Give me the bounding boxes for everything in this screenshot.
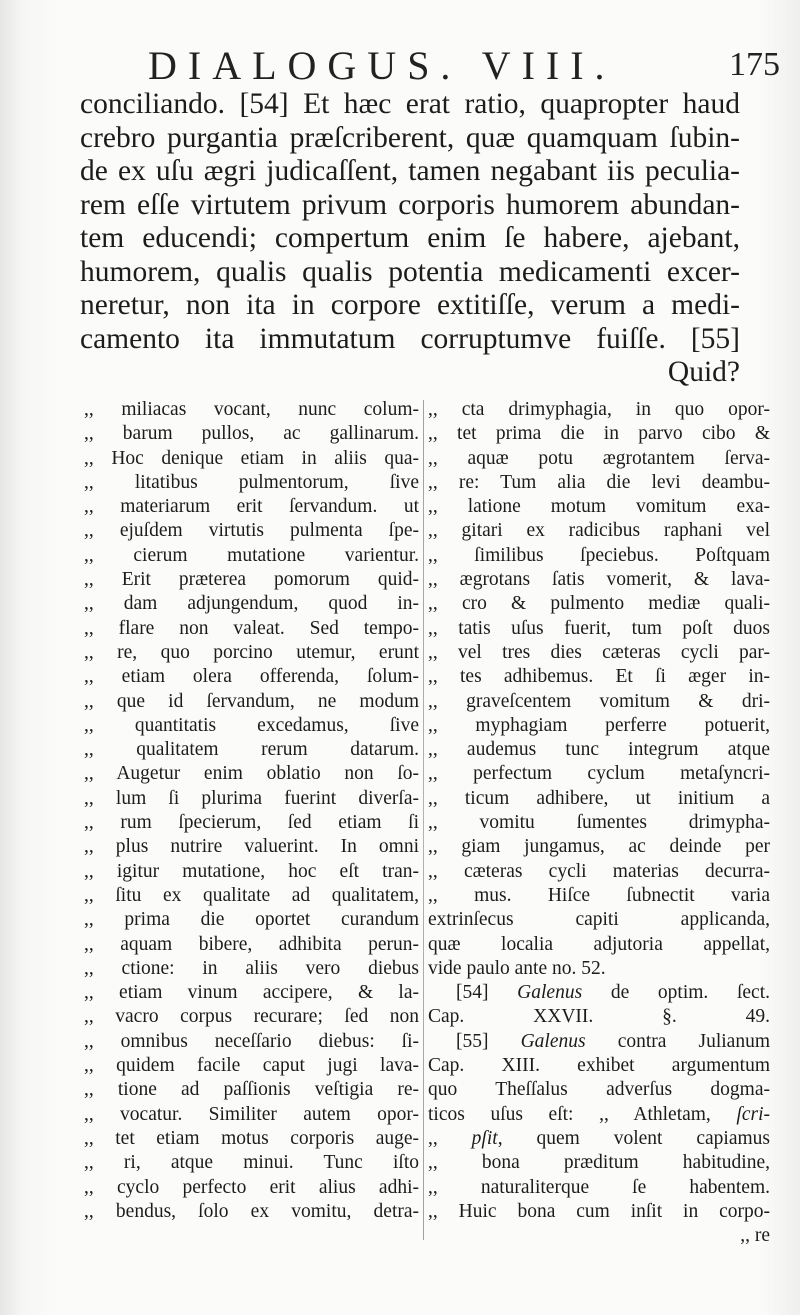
right-column-line: ,, ægrotans ſatis vomerit, & lava- [428, 569, 770, 591]
left-column-line: ,, tet etiam motus corporis auge- [84, 1127, 419, 1149]
right-column-line: ,, vomitu ſumentes drimypha- [428, 812, 770, 834]
running-title: DIALOGUS. VIII. [148, 43, 616, 88]
right-column-line: ,, Huic bona cum inſit in corpo- [428, 1200, 770, 1222]
right-column-line: quæ localia adjutoria appellat, [428, 933, 770, 955]
line-segment: [54] [456, 982, 518, 1004]
main-text-line: conciliando. [54] Et hæc erat ratio, quapropter haud [80, 88, 740, 120]
line-segment: ticos uſus eſt: ,, Athletam, [428, 1103, 737, 1125]
left-column [84, 398, 419, 1224]
left-column-line: ,, Hoc denique etiam in aliis qua- [84, 447, 419, 469]
main-text-line: crebro purgantia præſcriberent, quæ quamquam ſubin- [80, 121, 740, 154]
main-text-line: camento ita immutatum corruptumve fuiſſe. [55] [80, 322, 740, 355]
main-text-line: tem educendi; compertum enim ſe habere, ajebant, [80, 222, 740, 254]
right-column-line: ,, re [740, 1225, 770, 1247]
right-column-line [428, 1030, 770, 1054]
right-column-line: ,, cæteras cycli materias decurra- [428, 860, 770, 882]
left-column-line: ,, litatibus pulmentorum, ſive [84, 471, 419, 493]
left-column-line: ,, igitur mutatione, hoc eſt tran- [84, 860, 419, 882]
right-column-line: ,, cro & pulmento mediæ quali- [428, 593, 770, 615]
left-column-line: ,, ri, atque minui. Tunc iſto [84, 1152, 419, 1174]
right-column-line [428, 1103, 770, 1127]
main-text-line: rem eſſe virtutem privum corporis humorem abundan- [80, 188, 740, 221]
left-column-line: ,, barum pullos, ac gallinarum. [84, 423, 419, 445]
right-column-line: ,, cta drimyphagia, in quo opor- [428, 399, 770, 420]
left-column-line: ,, rum ſpecierum, ſed etiam ſi [84, 812, 419, 834]
left-column-line: ,, cierum mutatione varientur. [84, 544, 419, 566]
line-segment: contra Julianum [585, 1030, 770, 1052]
right-column-line: ,, re: Tum alia die levi deambu- [428, 471, 770, 493]
left-column-line: ,, ſitu ex qualitate ad qualitatem, [84, 884, 419, 906]
right-column-line: ,, latione motum vomitum exa- [428, 496, 770, 518]
line-segment: [55] [456, 1030, 521, 1052]
left-column-line: ,, que id ſervandum, ne modum [84, 690, 419, 712]
right-column-line: ,, tes adhibemus. Et ſi æger in- [428, 666, 770, 688]
left-column-line: ,, ctione: in aliis vero diebus [84, 957, 419, 979]
left-column-line: ,, tione ad paſſionis veſtigia re- [84, 1079, 419, 1101]
right-column-line: ,, graveſcentem vomitum & dri- [428, 690, 770, 712]
italic-segment: pſit [471, 1127, 498, 1149]
right-column-line: ,, tatis uſus fuerit, tum poſt duos [428, 617, 770, 639]
right-column-line: ,, gitari ex radicibus raphani vel [428, 520, 770, 542]
left-column-line: ,, plus nutrire valuerint. In omni [84, 836, 419, 858]
left-column-line: ,, bendus, ſolo ex vomitu, detra- [84, 1200, 419, 1222]
main-text-line: de ex uſu ægri judicaſſent, tamen negabant iis peculia- [80, 155, 740, 187]
right-column-line: ,, ticum adhibere, ut initium a [428, 787, 770, 809]
main-text-block [80, 88, 740, 390]
left-column-line: ,, qualitatem rerum datarum. [84, 739, 419, 761]
italic-segment: Galenus [520, 1030, 586, 1052]
left-column-line: ,, aquam bibere, adhibita perun- [84, 933, 419, 955]
left-column-line: ,, lum ſi plurima fuerint diverſa- [84, 787, 419, 809]
right-column [428, 398, 770, 1248]
left-column-line: ,, Augetur enim oblatio non ſo- [84, 763, 419, 785]
right-column-line [428, 1127, 770, 1151]
right-column-line: ,, tet prima die in parvo cibo & [428, 423, 770, 445]
left-column-line: ,, etiam olera offerenda, ſolum- [84, 666, 419, 688]
left-column-line: ,, flare non valeat. Sed tempo- [84, 617, 419, 639]
left-column-line: ,, prima die oportet curandum [84, 909, 419, 931]
main-text-line: humorem, qualis qualis potentia medicamenti excer- [80, 255, 740, 288]
right-column-line: ,, giam jungamus, ac deinde per [428, 836, 770, 858]
line-segment: , quem volent capiamus [497, 1127, 771, 1149]
left-column-line: ,, cyclo perfecto erit alius adhi- [84, 1176, 419, 1198]
left-column-line: ,, quantitatis excedamus, ſive [84, 714, 419, 736]
right-column-line: vide paulo ante no. 52. [428, 957, 606, 979]
left-column-line: ,, ejuſdem virtutis pulmenta ſpe- [84, 520, 419, 542]
right-column-line: ,, audemus tunc integrum atque [428, 739, 770, 761]
italic-segment: Galenus [517, 982, 583, 1004]
running-header [90, 42, 780, 94]
right-column-line: ,, bona præditum habitudine, [428, 1152, 770, 1174]
right-column-line: ,, naturaliterque ſe habentem. [428, 1176, 770, 1198]
right-column-line: ,, mus. Hiſce ſubnectit varia [428, 884, 770, 906]
right-column-line [428, 981, 770, 1005]
right-column-line: extrinſecus capiti applicanda, [428, 909, 770, 931]
right-column-line: ,, vel tres dies cæteras cycli par- [428, 641, 770, 663]
right-column-line: Cap. XXVII. §. 49. [428, 1006, 770, 1028]
italic-segment: ſcri- [736, 1103, 770, 1125]
left-column-line: ,, etiam vinum accipere, & la- [84, 982, 419, 1004]
line-segment: de optim. ſect. [582, 982, 770, 1004]
right-column-line: ,, aquæ potu ægrotantem ſerva- [428, 447, 770, 469]
left-column-line: ,, omnibus neceſſario diebus: ſi- [84, 1030, 419, 1052]
left-column-line: ,, materiarum erit ſervandum. ut [84, 496, 419, 518]
left-column-line: ,, vocatur. Similiter autem opor- [84, 1103, 419, 1125]
left-column-line: ,, dam adjungendum, quod in- [84, 593, 419, 615]
left-column-line: ,, quidem facile caput jugi lava- [84, 1055, 419, 1077]
right-column-line: quo Theſſalus adverſus dogma- [428, 1079, 770, 1101]
right-column-line: ,, myphagiam perferre potuerit, [428, 714, 770, 736]
page-number: 175 [729, 46, 780, 83]
two-column-notes [84, 398, 774, 1278]
left-column-line: ,, miliacas vocant, nunc colum- [84, 399, 419, 420]
left-column-line: ,, vacro corpus recurare; ſed non [84, 1006, 419, 1028]
right-column-line: ,, ſimilibus ſpeciebus. Poſtquam [428, 544, 770, 566]
main-text-line: neretur, non ita in corpore extitiſſe, verum a medi- [80, 289, 740, 321]
left-column-line: ,, Erit præterea pomorum quid- [84, 569, 419, 591]
left-column-line: ,, re, quo porcino utemur, erunt [84, 641, 419, 663]
main-text-line: Quid? [667, 356, 740, 388]
line-segment: ,, [428, 1127, 472, 1149]
right-column-line: Cap. XIII. exhibet argumentum [428, 1055, 770, 1077]
right-column-line: ,, perfectum cyclum metaſyncri- [428, 763, 770, 785]
